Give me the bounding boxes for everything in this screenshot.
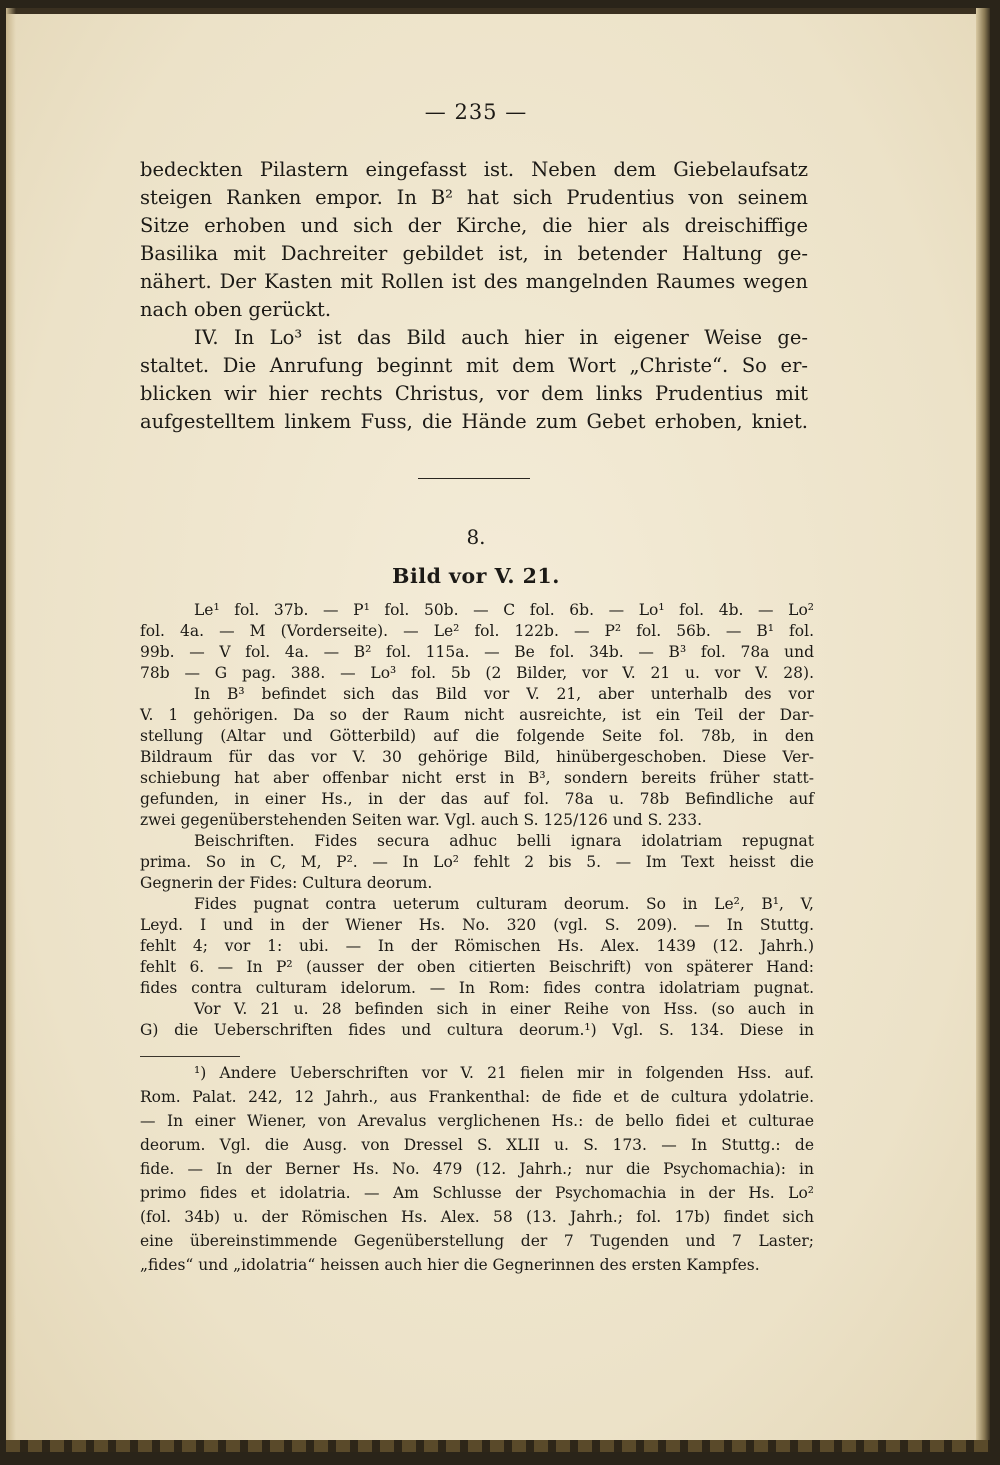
footnote-line: ¹) Andere Ueberschriften vor V. 21 fielen mir in folgenden Hss. auf. xyxy=(194,1064,814,1082)
apparatus-line: Fides pugnat contra ueterum culturam deorum. So in Le², B¹, V, xyxy=(194,895,814,913)
apparatus-line: In B³ befindet sich das Bild vor V. 21, aber unterhalb des vor xyxy=(194,685,814,703)
footnote-line: (fol. 34b) u. der Römischen Hs. Alex. 58 (13. Jahrh.; fol. 17b) findet sich xyxy=(140,1208,814,1226)
apparatus-line: fehlt 6. — In P² (ausser der oben citierten Beischrift) von späterer Hand: xyxy=(140,958,814,976)
page-left-edge xyxy=(6,8,16,1452)
body-line: steigen Ranken empor. In B² hat sich Prudentius von seinem xyxy=(140,186,808,209)
footnote-line: Rom. Palat. 242, 12 Jahrh., aus Frankenthal: de fide et de cultura ydolatrie. xyxy=(140,1088,814,1106)
apparatus-line: gefunden, in einer Hs., in der das auf fol. 78a u. 78b Befindliche auf xyxy=(140,790,814,808)
body-line: Sitze erhoben und sich der Kirche, die hier als dreischiffige xyxy=(140,214,808,237)
book-spine-edge xyxy=(976,8,990,1452)
footnote-line: — In einer Wiener, von Arevalus verglichenen Hs.: de bello fidei et culturae xyxy=(140,1112,814,1130)
apparatus-line: Bildraum für das vor V. 30 gehörige Bild, hinübergeschoben. Diese Ver- xyxy=(140,748,814,766)
footnote-line: deorum. Vgl. die Ausg. von Dressel S. XLII u. S. 173. — In Stuttg.: de xyxy=(140,1136,814,1154)
body-line: nähert. Der Kasten mit Rollen ist des mangelnden Raumes wegen xyxy=(140,270,808,293)
section-divider xyxy=(418,478,530,479)
footnote-line: primo fides et idolatria. — Am Schlusse der Psychomachia in der Hs. Lo² xyxy=(140,1184,814,1202)
apparatus-line: 99b. — V fol. 4a. — B² fol. 115a. — Be fol. 34b. — B³ fol. 78a und xyxy=(140,643,814,661)
apparatus-line: Le¹ fol. 37b. — P¹ fol. 50b. — C fol. 6b. — Lo¹ fol. 4b. — Lo² xyxy=(194,601,814,619)
apparatus-line: prima. So in C, M, P². — In Lo² fehlt 2 bis 5. — Im Text heisst die xyxy=(140,853,814,871)
footnote-line: fide. — In der Berner Hs. No. 479 (12. Jahrh.; nur die Psychomachia): in xyxy=(140,1160,814,1178)
body-line: staltet. Die Anrufung beginnt mit dem Wort „Christe“. So er- xyxy=(140,354,808,377)
section-title: Bild vor V. 21. xyxy=(392,564,560,588)
footnote-line: eine übereinstimmende Gegenüberstellung der 7 Tugenden und 7 Laster; xyxy=(140,1232,814,1250)
apparatus-line: Vor V. 21 u. 28 befinden sich in einer Reihe von Hss. (so auch in xyxy=(194,1000,814,1018)
body-line: bedeckten Pilastern eingefasst ist. Neben dem Giebelaufsatz xyxy=(140,158,808,181)
bottom-edge xyxy=(6,1440,990,1452)
apparatus-line: zwei gegenüberstehenden Seiten war. Vgl. auch S. 125/126 und S. 233. xyxy=(140,811,703,829)
apparatus-line: Beischriften. Fides secura adhuc belli ignara idolatriam repugnat xyxy=(194,832,814,850)
footnote-line: „fides“ und „idolatria“ heissen auch hier die Gegnerinnen des ersten Kampfes. xyxy=(140,1256,760,1274)
body-line: Basilika mit Dachreiter gebildet ist, in betender Haltung ge- xyxy=(140,242,808,265)
body-line: blicken wir hier rechts Christus, vor dem links Prudentius mit xyxy=(140,382,808,405)
apparatus-line: schiebung hat aber offenbar nicht erst in B³, sondern bereits früher statt- xyxy=(140,769,814,787)
apparatus-line: stellung (Altar und Götterbild) auf die folgende Seite fol. 78b, in den xyxy=(140,727,814,745)
apparatus-line: Gegnerin der Fides: Cultura deorum. xyxy=(140,874,433,892)
apparatus-line: 78b — G pag. 388. — Lo³ fol. 5b (2 Bilder, vor V. 21 u. vor V. 28). xyxy=(140,664,814,682)
top-edge xyxy=(6,8,990,14)
apparatus-line: fol. 4a. — M (Vorderseite). — Le² fol. 122b. — P² fol. 56b. — B¹ fol. xyxy=(140,622,814,640)
body-line: IV. In Lo³ ist das Bild auch hier in eigener Weise ge- xyxy=(194,326,808,349)
apparatus-line: G) die Ueberschriften fides und cultura deorum.¹) Vgl. S. 134. Diese in xyxy=(140,1021,814,1039)
apparatus-line: Leyd. I und in der Wiener Hs. No. 320 (vgl. S. 209). — In Stuttg. xyxy=(140,916,814,934)
footnote-divider xyxy=(140,1056,240,1057)
body-line: nach oben gerückt. xyxy=(140,298,332,321)
book-page xyxy=(6,8,990,1452)
apparatus-line: V. 1 gehörigen. Da so der Raum nicht ausreichte, ist ein Teil der Dar- xyxy=(140,706,814,724)
page-number: — 235 — xyxy=(424,100,528,124)
apparatus-line: fides contra culturam idelorum. — In Rom: fides contra idolatriam pugnat. xyxy=(140,979,814,997)
body-line: aufgestelltem linkem Fuss, die Hände zum Gebet erhoben, kniet. xyxy=(140,410,808,433)
apparatus-line: fehlt 4; vor 1: ubi. — In der Römischen Hs. Alex. 1439 (12. Jahrh.) xyxy=(140,937,814,955)
section-number: 8. xyxy=(466,525,486,549)
